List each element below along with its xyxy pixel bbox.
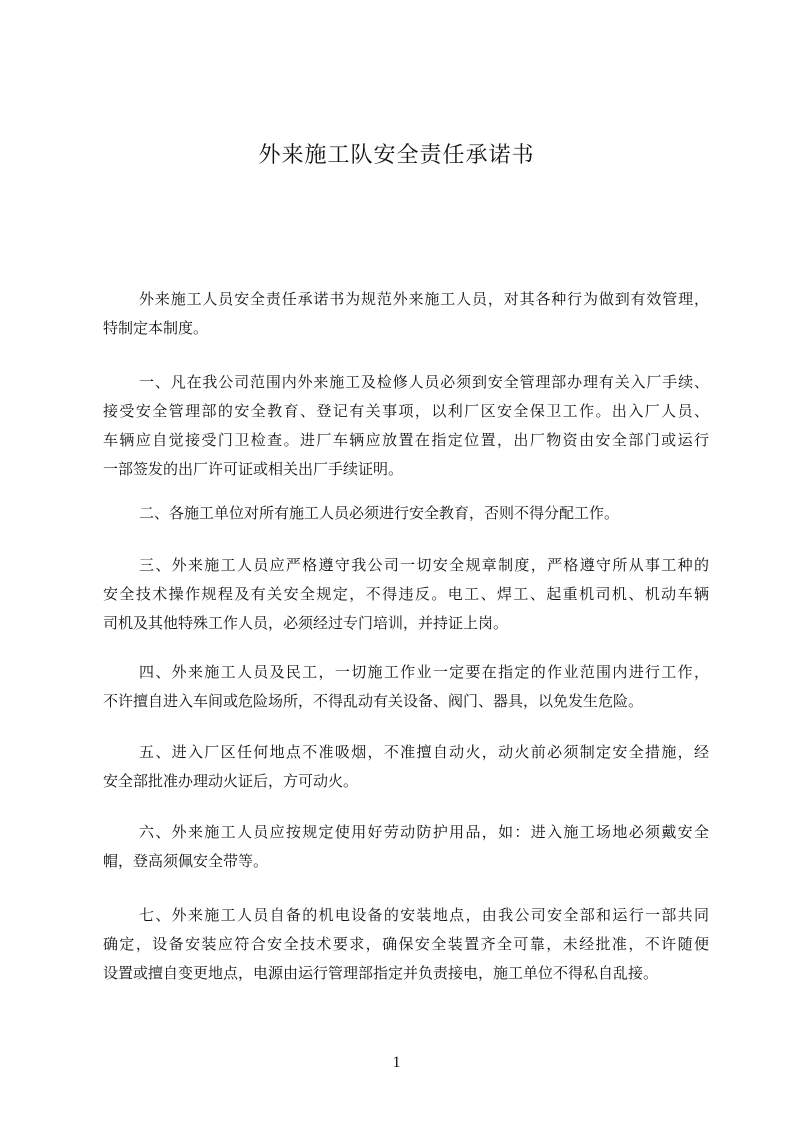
clause-2-paragraph — [103, 499, 709, 528]
document-title: 外来施工队安全责任承诺书 — [258, 143, 535, 168]
paragraph-line: 二、各施工单位对所有施工人员必须进行安全教育，否则不得分配工作。 — [139, 504, 620, 522]
page-number: 1 — [392, 1054, 401, 1071]
clause-7-paragraph — [103, 901, 709, 988]
paragraph-line: 安全技术操作规程及有关安全规定，不得违反。电工、焊工、起重机司机、机动车辆 — [103, 585, 709, 603]
paragraph-line: 设置或擅自变更地点，电源由运行管理部指定并负责接电，施工单位不得私自乱接。 — [103, 964, 659, 982]
paragraph-line: 三、外来施工人员应严格遵守我公司一切安全规章制度，严格遵守所从事工种的 — [139, 556, 709, 574]
paragraph-line: 一部签发的出厂许可证或相关出厂手续证明。 — [103, 460, 404, 478]
paragraph-line: 特制定本制度。 — [103, 319, 209, 337]
paragraph-line: 五、进入厂区任何地点不准吸烟，不准擅自动火，动火前必须制定安全措施，经 — [139, 743, 709, 761]
paragraph-line: 确定，设备安装应符合安全技术要求，确保安全装置齐全可靠，未经批准，不许随便 — [103, 935, 709, 953]
paragraph-line: 六、外来施工人员应按规定使用好劳动防护用品，如：进入施工场地必须戴安全 — [139, 823, 709, 841]
intro-paragraph — [103, 285, 709, 343]
paragraph-line: 外来施工人员安全责任承诺书为规范外来施工人员，对其各种行为做到有效管理， — [139, 290, 709, 308]
paragraph-line: 接受安全管理部的安全教育、登记有关事项，以利厂区安全保卫工作。出入厂人员、 — [103, 402, 709, 420]
paragraph-line: 一、凡在我公司范围内外来施工及检修人员必须到安全管理部办理有关入厂手续、 — [139, 373, 709, 391]
paragraph-line: 安全部批准办理动火证后，方可动火。 — [103, 772, 359, 790]
clause-4-paragraph — [103, 658, 709, 716]
paragraph-line: 不许擅自进入车间或危险场所，不得乱动有关设备、阀门、器具，以免发生危险。 — [103, 692, 644, 710]
paragraph-line: 司机及其他特殊工作人员，必须经过专门培训，并持证上岗。 — [103, 614, 509, 632]
clause-5-paragraph — [103, 738, 709, 796]
clause-3-paragraph — [103, 551, 709, 638]
paragraph-line: 车辆应自觉接受门卫检查。进厂车辆应放置在指定位置，出厂物资由安全部门或运行 — [103, 431, 709, 449]
paragraph-line: 四、外来施工人员及民工，一切施工作业一定要在指定的作业范围内进行工作， — [139, 663, 709, 681]
paragraph-line: 帽，登高须佩安全带等。 — [103, 852, 269, 870]
clause-1-paragraph — [103, 368, 709, 484]
clause-6-paragraph — [103, 818, 709, 876]
paragraph-line: 七、外来施工人员自备的机电设备的安装地点，由我公司安全部和运行一部共同 — [139, 906, 709, 924]
